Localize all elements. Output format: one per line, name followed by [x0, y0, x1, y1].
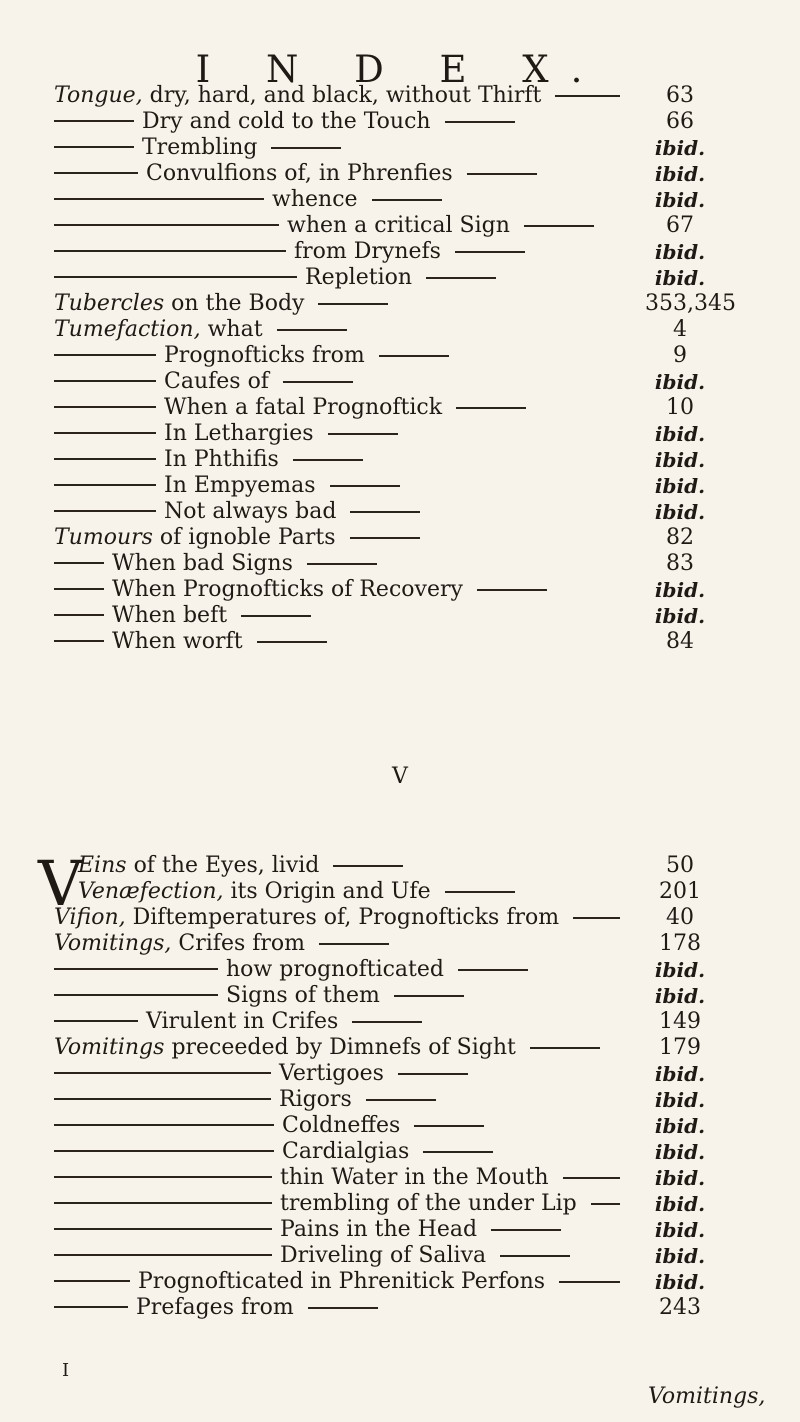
- index-entry: [0, 394, 800, 422]
- index-entry: [0, 1112, 800, 1140]
- entry-subject: Diftemperatures of, Prognofticks from: [132, 905, 560, 930]
- ditto-rule: [54, 406, 156, 408]
- leader-rule: [477, 589, 547, 591]
- page-reference: 83: [666, 551, 694, 576]
- index-entry: [0, 160, 800, 188]
- entry-subject: whence: [272, 187, 358, 212]
- ditto-rule: [54, 562, 104, 564]
- leader-rule: [423, 1151, 493, 1153]
- leader-rule: [414, 1125, 484, 1127]
- ditto-rule: [54, 458, 156, 460]
- entry-text: [54, 1060, 384, 1088]
- entry-subject: what: [207, 317, 263, 342]
- index-entry: [0, 852, 800, 880]
- leader-rule: [330, 485, 400, 487]
- entry-text: [54, 904, 559, 932]
- entry-subject: Prognofticks from: [164, 343, 365, 368]
- entry-subject: thin Water in the Mouth: [280, 1165, 549, 1190]
- leader-rule: [394, 995, 464, 997]
- ditto-rule: [54, 1124, 274, 1126]
- entry-heading: Tubercles: [54, 291, 172, 316]
- entry-subject: Driveling of Saliva: [280, 1243, 487, 1268]
- entry-heading: Vomitings,: [54, 931, 179, 956]
- entry-text: [54, 134, 257, 162]
- entry-text: [54, 420, 314, 448]
- entry-heading: Tumefaction,: [54, 317, 208, 342]
- leader-rule: [445, 121, 515, 123]
- entry-subject: when a critical Sign: [287, 213, 510, 238]
- entry-subject: When a fatal Prognoftick: [164, 395, 443, 420]
- index-entry: [0, 342, 800, 370]
- page-reference: 10: [666, 395, 694, 420]
- entry-subject: Caufes of: [164, 369, 269, 394]
- index-entry: [0, 628, 800, 656]
- entry-subject: dry, hard, and black, without Thirft: [149, 83, 542, 108]
- entry-subject: In Lethargies: [164, 421, 314, 446]
- entry-text: [78, 878, 431, 906]
- leader-rule: [591, 1203, 620, 1205]
- ditto-rule: [54, 1072, 271, 1074]
- page-reference: ibid.: [654, 578, 706, 602]
- page-reference: ibid.: [654, 240, 706, 264]
- leader-rule: [458, 969, 528, 971]
- page-reference: ibid.: [654, 1140, 706, 1164]
- page-reference: ibid.: [654, 984, 706, 1008]
- page-reference: 63: [666, 83, 694, 108]
- entry-text: [54, 1138, 409, 1166]
- entry-subject: its Origin and Ufe: [230, 879, 431, 904]
- entry-subject: trembling of the under Lip: [280, 1191, 577, 1216]
- entry-text: [54, 628, 243, 656]
- entry-heading: Tumours: [54, 525, 160, 550]
- ditto-rule: [54, 484, 156, 486]
- leader-rule: [563, 1177, 620, 1179]
- entry-subject: Convulfions of, in Phrenfies: [146, 161, 453, 186]
- section-letter: V: [392, 764, 408, 789]
- entry-text: [54, 238, 441, 266]
- page-reference: 179: [659, 1035, 701, 1060]
- index-entry: [0, 212, 800, 240]
- index-entry: [0, 1190, 800, 1218]
- leader-rule: [307, 563, 377, 565]
- leader-rule: [366, 1099, 436, 1101]
- entry-heading: Eins: [78, 853, 134, 878]
- page-reference: ibid.: [654, 1114, 706, 1138]
- entry-text: [78, 852, 319, 880]
- page-reference: 353,345: [645, 291, 736, 316]
- entry-text: [54, 160, 453, 188]
- index-entry: [0, 82, 800, 110]
- page-reference: 4: [673, 317, 687, 342]
- entry-text: [54, 524, 336, 552]
- entry-text: [54, 1268, 545, 1296]
- page-reference: ibid.: [654, 500, 706, 524]
- page-reference: 178: [659, 931, 701, 956]
- index-entry: [0, 472, 800, 500]
- entry-text: [54, 498, 336, 526]
- page-reference: ibid.: [654, 1062, 706, 1086]
- leader-rule: [530, 1047, 600, 1049]
- entry-text: [54, 1086, 352, 1114]
- entry-text: [54, 446, 279, 474]
- entry-subject: from Drynefs: [294, 239, 441, 264]
- index-entry: [0, 498, 800, 526]
- entry-subject: In Empyemas: [164, 473, 316, 498]
- leader-rule: [573, 917, 620, 919]
- index-entry: [0, 550, 800, 578]
- entry-text: [54, 1008, 338, 1036]
- entry-text: [54, 212, 510, 240]
- leader-rule: [426, 277, 496, 279]
- index-entry: [0, 1294, 800, 1322]
- index-entry: [0, 1268, 800, 1296]
- entry-text: [54, 394, 442, 422]
- page-reference: ibid.: [654, 958, 706, 982]
- entry-subject: Repletion: [305, 265, 413, 290]
- entry-subject: of the Eyes, livid: [133, 853, 320, 878]
- leader-rule: [319, 943, 389, 945]
- leader-rule: [456, 407, 526, 409]
- leader-rule: [500, 1255, 570, 1257]
- printer-signature: I: [62, 1360, 70, 1381]
- entry-subject: Dry and cold to the Touch: [142, 109, 431, 134]
- entry-text: [54, 264, 412, 292]
- leader-rule: [257, 641, 327, 643]
- leader-rule: [467, 173, 537, 175]
- ditto-rule: [54, 640, 104, 642]
- entry-subject: Prefages from: [136, 1295, 294, 1320]
- entry-heading: Tongue,: [54, 83, 150, 108]
- leader-rule: [524, 225, 594, 227]
- entry-text: [54, 956, 444, 984]
- entry-subject: Trembling: [142, 135, 258, 160]
- entry-text: [54, 82, 541, 110]
- page-reference: ibid.: [654, 448, 706, 472]
- entry-heading: Vomitings: [54, 1035, 172, 1060]
- index-entry: [0, 602, 800, 630]
- entry-subject: When bad Signs: [112, 551, 293, 576]
- ditto-rule: [54, 432, 156, 434]
- ditto-rule: [54, 276, 297, 278]
- page-reference: 50: [666, 853, 694, 878]
- leader-rule: [318, 303, 388, 305]
- ditto-rule: [54, 588, 104, 590]
- entry-text: [54, 1216, 477, 1244]
- leader-rule: [455, 251, 525, 253]
- index-entry: [0, 878, 800, 906]
- page-reference: ibid.: [654, 422, 706, 446]
- index-entry: [0, 982, 800, 1010]
- page-reference: 149: [659, 1009, 701, 1034]
- ditto-rule: [54, 224, 279, 226]
- leader-rule: [308, 1307, 378, 1309]
- ditto-rule: [54, 1202, 272, 1204]
- entry-subject: In Phthifis: [164, 447, 279, 472]
- leader-rule: [491, 1229, 561, 1231]
- page-reference: ibid.: [654, 162, 706, 186]
- index-entry: [0, 1242, 800, 1270]
- entry-text: [54, 930, 305, 958]
- entry-subject: Prognofticated in Phrenitick Perfons: [138, 1269, 546, 1294]
- entry-text: [54, 1112, 400, 1140]
- index-entry: [0, 446, 800, 474]
- entry-subject: preceeded by Dimnefs of Sight: [171, 1035, 516, 1060]
- page-reference: 66: [666, 109, 694, 134]
- entry-text: [54, 316, 263, 344]
- entry-subject: on the Body: [171, 291, 305, 316]
- entry-subject: Not always bad: [164, 499, 337, 524]
- leader-rule: [350, 511, 420, 513]
- entry-subject: Vertigoes: [279, 1061, 384, 1086]
- entry-subject: how prognofticated: [226, 957, 444, 982]
- entry-text: [54, 342, 365, 370]
- index-entry: [0, 524, 800, 552]
- index-entry: [0, 904, 800, 932]
- index-entry: [0, 1164, 800, 1192]
- entry-subject: Pains in the Head: [280, 1217, 478, 1242]
- entry-subject: Signs of them: [226, 983, 380, 1008]
- index-entry: [0, 930, 800, 958]
- page-reference: ibid.: [654, 1244, 706, 1268]
- catchword: Vomitings,: [648, 1384, 766, 1409]
- index-entry: [0, 576, 800, 604]
- leader-rule: [372, 199, 442, 201]
- entry-heading: Vifion,: [54, 905, 133, 930]
- entry-subject: When Prognofticks of Recovery: [112, 577, 463, 602]
- ditto-rule: [54, 146, 134, 148]
- ditto-rule: [54, 1098, 271, 1100]
- page-reference: 84: [666, 629, 694, 654]
- entry-text: [54, 982, 380, 1010]
- entry-subject: Crifes from: [178, 931, 306, 956]
- entry-subject: When worft: [112, 629, 243, 654]
- leader-rule: [555, 95, 620, 97]
- leader-rule: [328, 433, 398, 435]
- ditto-rule: [54, 1228, 272, 1230]
- leader-rule: [398, 1073, 468, 1075]
- entry-text: [54, 1294, 294, 1322]
- index-entry: [0, 1086, 800, 1114]
- page-reference: ibid.: [654, 474, 706, 498]
- page-reference: 243: [659, 1295, 701, 1320]
- page-reference: ibid.: [654, 604, 706, 628]
- entry-text: [54, 1242, 486, 1270]
- ditto-rule: [54, 510, 156, 512]
- index-entry: [0, 264, 800, 292]
- ditto-rule: [54, 1020, 138, 1022]
- ditto-rule: [54, 380, 156, 382]
- leader-rule: [352, 1021, 422, 1023]
- page-reference: 201: [659, 879, 701, 904]
- entry-text: [54, 1164, 549, 1192]
- index-entry: [0, 238, 800, 266]
- entry-subject: When beft: [112, 603, 228, 628]
- index-entry: [0, 134, 800, 162]
- ditto-rule: [54, 1254, 272, 1256]
- index-entry: [0, 186, 800, 214]
- page-reference: ibid.: [654, 266, 706, 290]
- page-reference: 82: [666, 525, 694, 550]
- drop-cap: V: [38, 847, 83, 920]
- page-reference: ibid.: [654, 188, 706, 212]
- leader-rule: [445, 891, 515, 893]
- ditto-rule: [54, 198, 264, 200]
- leader-rule: [271, 147, 341, 149]
- page-reference: ibid.: [654, 1218, 706, 1242]
- index-entry: [0, 420, 800, 448]
- entry-subject: Cardialgias: [282, 1139, 410, 1164]
- page-reference: ibid.: [654, 1192, 706, 1216]
- entry-text: [54, 550, 293, 578]
- entry-heading: Venæfection,: [78, 879, 231, 904]
- leader-rule: [277, 329, 347, 331]
- ditto-rule: [54, 1176, 272, 1178]
- entry-text: [54, 186, 358, 214]
- page-reference: 40: [666, 905, 694, 930]
- index-entry: [0, 1034, 800, 1062]
- index-entry: [0, 108, 800, 136]
- leader-rule: [333, 865, 403, 867]
- entry-text: [54, 576, 463, 604]
- page-reference: ibid.: [654, 370, 706, 394]
- entry-text: [54, 290, 304, 318]
- ditto-rule: [54, 1150, 274, 1152]
- entry-subject: Virulent in Crifes: [146, 1009, 339, 1034]
- page-reference: ibid.: [654, 1270, 706, 1294]
- index-entry: [0, 316, 800, 344]
- entry-text: [54, 368, 269, 396]
- index-entry: [0, 290, 800, 318]
- entry-subject: of ignoble Parts: [159, 525, 336, 550]
- index-entry: [0, 1138, 800, 1166]
- page-reference: ibid.: [654, 1088, 706, 1112]
- index-entry: [0, 368, 800, 396]
- page-reference: 9: [673, 343, 687, 368]
- page-reference: ibid.: [654, 136, 706, 160]
- entry-subject: Coldneffes: [282, 1113, 401, 1138]
- leader-rule: [293, 459, 363, 461]
- leader-rule: [283, 381, 353, 383]
- entry-subject: Rigors: [279, 1087, 352, 1112]
- entry-text: [54, 1034, 516, 1062]
- entry-text: [54, 472, 316, 500]
- ditto-rule: [54, 614, 104, 616]
- index-entry: [0, 1216, 800, 1244]
- leader-rule: [559, 1281, 620, 1283]
- ditto-rule: [54, 354, 156, 356]
- ditto-rule: [54, 968, 218, 970]
- leader-rule: [241, 615, 311, 617]
- ditto-rule: [54, 250, 286, 252]
- index-entry: [0, 1060, 800, 1088]
- page-title: I N D E X.: [195, 48, 605, 91]
- leader-rule: [379, 355, 449, 357]
- index-entry: [0, 956, 800, 984]
- ditto-rule: [54, 1280, 130, 1282]
- ditto-rule: [54, 172, 138, 174]
- index-entry: [0, 1008, 800, 1036]
- page-reference: 67: [666, 213, 694, 238]
- ditto-rule: [54, 120, 134, 122]
- page-reference: ibid.: [654, 1166, 706, 1190]
- ditto-rule: [54, 1306, 128, 1308]
- leader-rule: [350, 537, 420, 539]
- entry-text: [54, 602, 227, 630]
- ditto-rule: [54, 994, 218, 996]
- entry-text: [54, 1190, 577, 1218]
- entry-text: [54, 108, 431, 136]
